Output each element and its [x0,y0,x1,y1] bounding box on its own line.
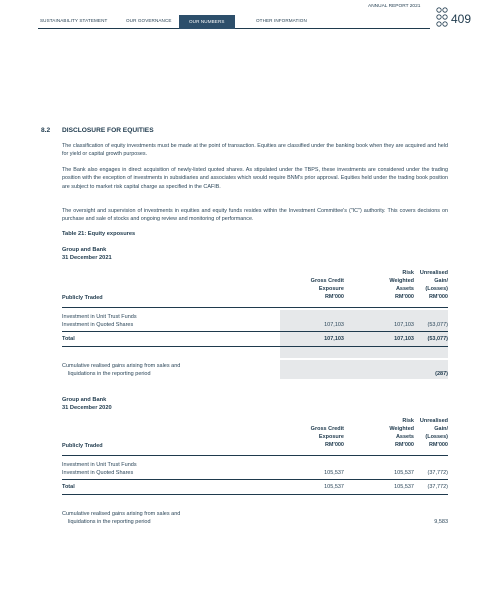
col-line: Gain/ [434,426,448,432]
column-label-publicly-traded: Publicly Traded [62,295,103,301]
table-header [62,264,448,304]
table-row [62,321,448,330]
col-line: (Losses) [425,286,448,292]
col-line: RM'000 [428,442,448,448]
paragraph-classification: The classification of equity investments must be made at the point of transaction. Equities are classified under the banking book when they are acquired and held for yield or capital growth purposes. [62,143,448,158]
col-line: Risk [402,418,414,424]
total-risk-weighted-assets: 105,537 [394,484,414,490]
risk-weighted-assets-value: 105,537 [394,470,414,476]
column-unrealised-gain-losses [386,417,448,449]
col-line: Gross Credit [310,426,344,432]
divider [62,479,448,480]
col-line: RM'000 [428,294,448,300]
col-line: Assets [395,434,414,440]
nav-sustainability-statement[interactable]: SUSTAINABILITY STATEMENT [40,18,108,23]
col-line: Gain/ [434,278,448,284]
total-unrealised-gain: (37,772) [427,484,448,490]
bank-logo-icon [435,6,449,30]
table-2020-date: 31 December 2020 [62,405,112,411]
col-line: Unrealised [419,418,448,424]
col-line: RM'000 [394,442,414,448]
total-row [62,483,448,492]
divider [62,346,448,347]
col-line: Risk [402,270,414,276]
table-title: Table 21: Equity exposures [62,231,136,237]
column-label-publicly-traded: Publicly Traded [62,443,103,449]
cumulative-label-line: liquidations in the reporting period [68,519,151,525]
section-number: 8.2 [41,127,51,134]
col-line: Weighted [389,278,414,284]
col-line: Assets [395,286,414,292]
total-label: Total [62,336,75,342]
nav-our-governance[interactable]: OUR GOVERNANCE [126,18,172,23]
paragraph-direct-acquisition: The Bank also engages in direct acquisition of newly-listed quoted shares. As stipulated under the TBPS, these investments are considered under the trading position with the exception of investments in subsidiaries and associates which would require BNM's prior approval. Equities held under the trading book position are subject to market risk capital charge as specified in the CAFIB. [62,167,448,190]
table-2021-entity: Group and Bank [62,247,107,253]
row-label: Investment in Unit Trust Funds [62,462,137,468]
cumulative-row [62,518,448,527]
section-title: DISCLOSURE FOR EQUITIES [62,127,154,134]
cumulative-label-line: Cumulative realised gains arising from sales and [62,511,181,517]
divider [62,331,448,332]
total-gross-credit-exposure: 107,103 [324,336,344,342]
row-label: Investment in Quoted Shares [62,470,134,476]
divider [62,494,448,495]
cumulative-label-line: Cumulative realised gains arising from sales and [62,363,181,369]
col-line: Gross Credit [310,278,344,284]
row-label: Investment in Unit Trust Funds [62,314,137,320]
col-line: (Losses) [425,434,448,440]
cumulative-row [62,370,448,379]
table-row [62,469,448,478]
col-line: Exposure [318,434,344,440]
risk-weighted-assets-value: 107,103 [394,322,414,328]
unrealised-gain-value: (37,772) [427,470,448,476]
cumulative-label-line: liquidations in the reporting period [68,371,151,377]
table-2020-entity: Group and Bank [62,397,107,403]
col-line: RM'000 [324,442,344,448]
cumulative-value: (287) [435,371,448,377]
unrealised-gain-value: (53,077) [427,322,448,328]
equity-table-2021 [62,264,448,384]
row-label: Investment in Quoted Shares [62,322,134,328]
column-unrealised-gain-losses [386,269,448,301]
gross-credit-exposure-value: 107,103 [324,322,344,328]
total-unrealised-gain: (53,077) [427,336,448,342]
gross-credit-exposure-value: 105,537 [324,470,344,476]
page-number: 409 [451,12,472,26]
column-gross-credit-exposure [282,425,344,449]
report-label: ANNUAL REPORT 2021 [368,4,421,9]
paragraph-oversight: The oversight and supervision of investments in equities and equity funds resides within the Investment Committee's ("IC") authority. This covers decisions on purchase and sale of stocks and ongoing review and monitoring of performance. [62,208,448,223]
divider [62,455,448,456]
total-risk-weighted-assets: 107,103 [394,336,414,342]
nav-our-numbers[interactable]: OUR NUMBERS [179,15,235,29]
col-line: Weighted [389,426,414,432]
col-line: Exposure [318,286,344,292]
total-row [62,335,448,344]
top-navigation [38,13,430,29]
column-gross-credit-exposure [282,277,344,301]
total-gross-credit-exposure: 105,537 [324,484,344,490]
col-line: RM'000 [324,294,344,300]
total-label: Total [62,484,75,490]
col-line: RM'000 [394,294,414,300]
equity-table-2020 [62,412,448,532]
col-line: Unrealised [419,270,448,276]
table-header [62,412,448,452]
divider [62,307,448,308]
table-2021-date: 31 December 2021 [62,255,112,261]
cumulative-value: 9,583 [434,519,448,525]
nav-other-information[interactable]: OTHER INFORMATION [256,18,307,23]
